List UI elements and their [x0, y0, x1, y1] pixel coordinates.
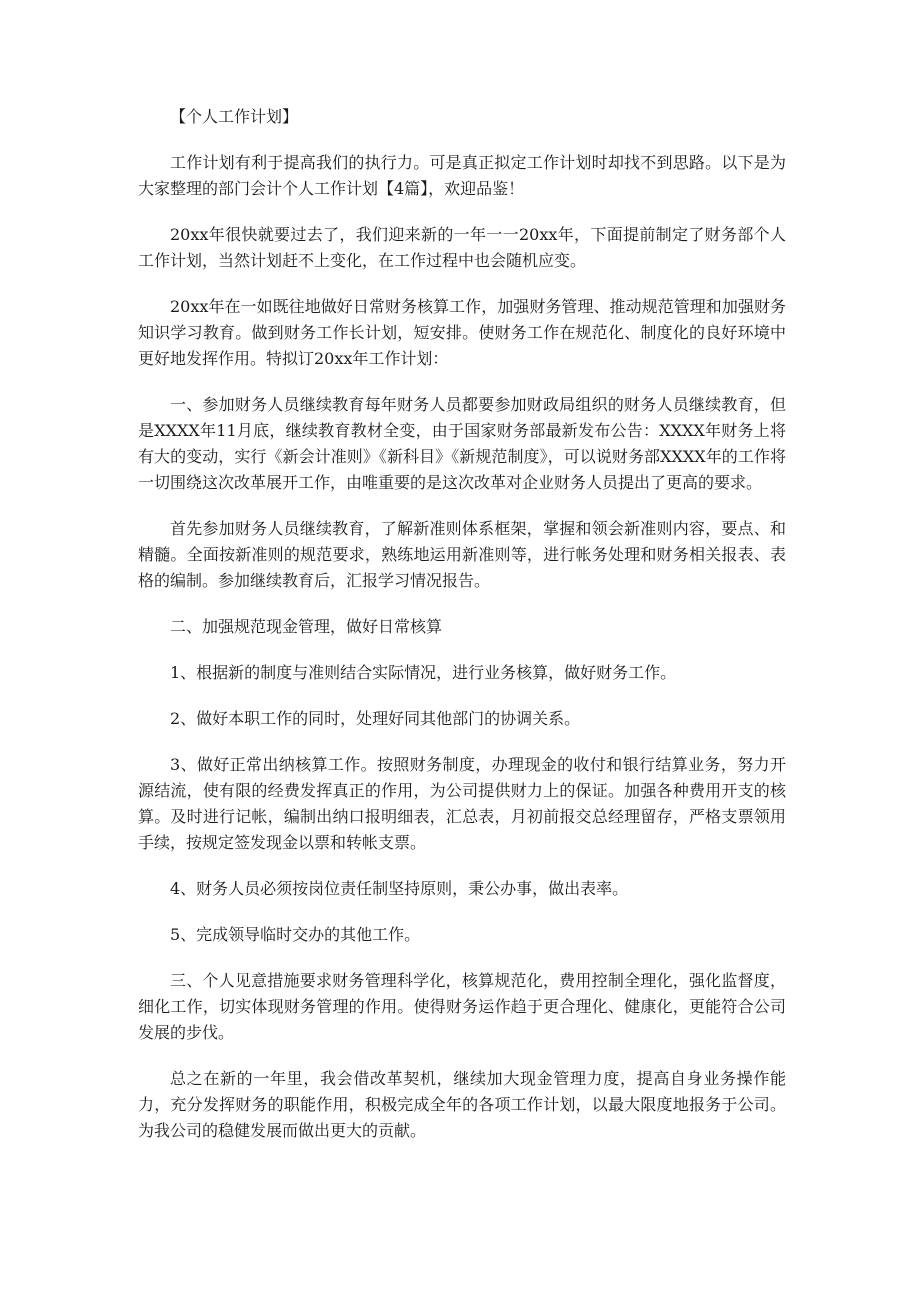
list-item-4: 4、财务人员必须按岗位责任制坚持原则，秉公办事，做出表率。: [170, 879, 629, 898]
section-heading-two: 二、加强规范现金管理，做好日常核算: [170, 617, 443, 636]
list-item-5: 5、完成领导临时交办的其他工作。: [170, 925, 421, 944]
list-item-3: 3、做好正常出纳核算工作。按照财务制度，办理现金的收付和银行结算业务，努力开源结流，使有限的经费发挥真正的作用，为公司提供财力上的保证。加强各种费用开支的核算。及时进行记帐，编制出纳口报明细表，汇总表，月初前报交总经理留存，严格支票领用手续，按规定签发现金以票和转帐支票。: [138, 755, 786, 852]
paragraph-conclusion: 总之在新的一年里，我会借改革契机，继续加大现金管理力度，提高自身业务操作能力，充分发挥财务的职能作用，积极完成全年的各项工作计划，以最大限度地报务于公司。为我公司的稳健发展而做出更大的贡献。: [138, 1069, 786, 1140]
paragraph-plan-summary: 20xx年在一如既往地做好日常财务核算工作，加强财务管理、推动规范管理和加强财务知识学习教育。做到财务工作长计划，短安排。使财务工作在规范化、制度化的良好环境中更好地发挥作用。特拟订20xx年工作计划：: [138, 297, 786, 368]
paragraph-section-three: 三、个人见意措施要求财务管理科学化，核算规范化，费用控制全理化，强化监督度，细化工作，切实体现财务管理的作用。使得财务运作趋于更合理化、健康化，更能符合公司发展的步伐。: [138, 971, 786, 1042]
list-item-2: 2、做好本职工作的同时，处理好同其他部门的协调关系。: [170, 709, 581, 728]
paragraph-intro: 工作计划有利于提高我们的执行力。可是真正拟定工作计划时却找不到思路。以下是为大家整理的部门会计个人工作计划【4篇】，欢迎品鉴！: [138, 153, 786, 198]
list-item-1: 1、根据新的制度与准则结合实际情况，进行业务核算，做好财务工作。: [170, 663, 677, 682]
paragraph-year-overview: 20xx年很快就要过去了，我们迎来新的一年一一20xx年，下面提前制定了财务部个人工作计划，当然计划赶不上变化，在工作过程中也会随机应变。: [138, 225, 786, 270]
paragraph-section-one: 一、参加财务人员继续教育每年财务人员都要参加财政局组织的财务人员继续教育，但是XXXX年11月底，继续教育教材全变，由于国家财务部最新发布公告：XXXX年财务上将有大的变动，实行《新会计准则》《新科目》《新规范制度》，可以说财务部XXXX年的工作将一切围绕这次改革展开工作，由唯重要的是这次改革对企业财务人员提出了更高的要求。: [138, 395, 786, 492]
paragraph-continuing-education: 首先参加财务人员继续教育，了解新准则体系框架，掌握和领会新准则内容，要点、和精髓。全面按新准则的规范要求，熟练地运用新准则等，进行帐务处理和财务相关报表、表格的编制。参加继续教育后，汇报学习情况报告。: [138, 519, 786, 590]
document-title: 【个人工作计划】: [170, 107, 299, 126]
document-body: [138, 104, 786, 1164]
